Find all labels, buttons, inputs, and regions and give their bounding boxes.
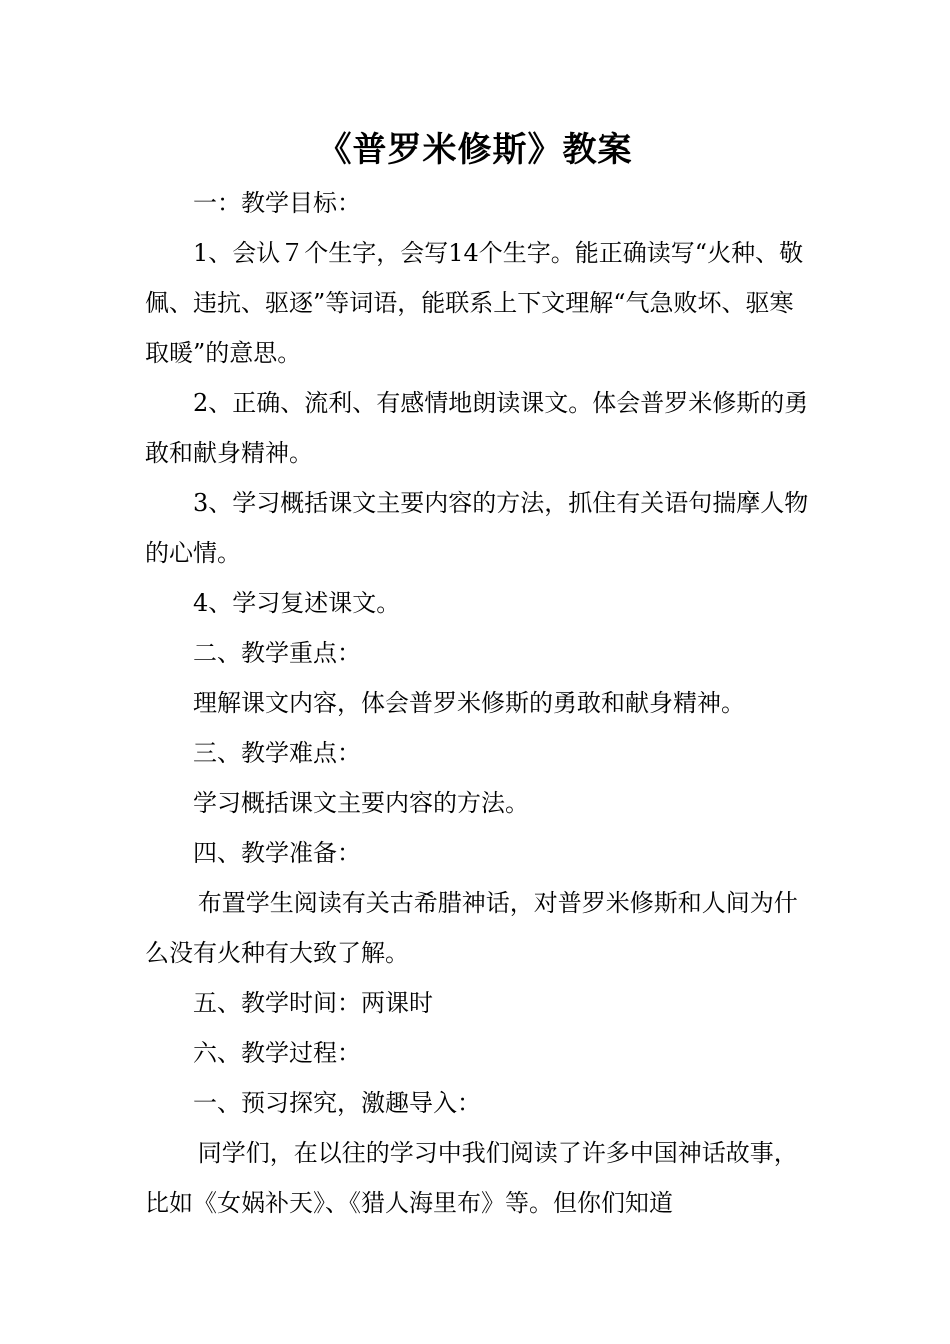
section-heading-time: 五、教学时间：两课时 xyxy=(193,989,433,1017)
document-title: 《普罗米修斯》教案 xyxy=(317,130,633,170)
objective-1: 1、会认７个生字，会写14个生字。能正确读写“火种、敬佩、违抗、驱逐”等词语，能联系上下文理解“气急败坏、驱寒取暖”的意思。 xyxy=(145,239,804,367)
objective-4: 4、学习复述课文。 xyxy=(193,589,401,617)
objective-3: 3、学习概括课文主要内容的方法，抓住有关语句揣摩人物的心情。 xyxy=(145,489,809,567)
key-points-text: 理解课文内容，体会普罗米修斯的勇敢和献身精神。 xyxy=(193,689,745,717)
section-heading-objectives: 一：教学目标： xyxy=(193,189,361,217)
section-heading-difficulties: 三、教学难点： xyxy=(193,739,361,767)
objective-2: 2、正确、流利、有感情地朗读课文。体会普罗米修斯的勇敢和献身精神。 xyxy=(145,389,809,467)
subsection-heading-intro: 一、预习探究，激趣导入： xyxy=(193,1089,481,1117)
document-body xyxy=(145,178,810,1228)
intro-text: 同学们，在以往的学习中我们阅读了许多中国神话故事，比如《女娲补天》、《猎人海里布》等。但你们知道 xyxy=(145,1139,798,1217)
section-heading-preparation: 四、教学准备： xyxy=(193,839,361,867)
preparation-text: 布置学生阅读有关古希腊神话，对普罗米修斯和人间为什么没有火种有大致了解。 xyxy=(145,889,798,967)
section-heading-process: 六、教学过程： xyxy=(193,1039,361,1067)
section-heading-key-points: 二、教学重点： xyxy=(193,639,361,667)
difficulties-text: 学习概括课文主要内容的方法。 xyxy=(193,789,529,817)
